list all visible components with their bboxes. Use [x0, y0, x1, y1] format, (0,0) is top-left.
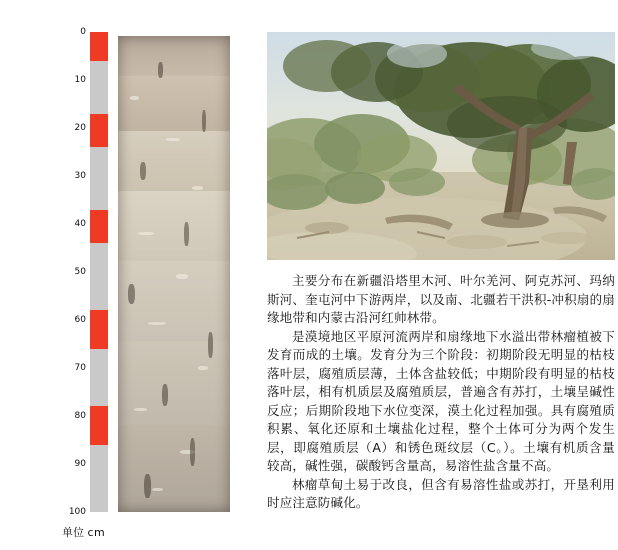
- article-paragraph: 是漠境地区平原河流两岸和扇缘地下水溢出带林瘤植被下发育而成的土壤。发育分为三个阶段：初期阶段无明显的枯枝落叶层，腐殖质层薄，土体含盐较低；中期阶段有明显的枯枝落叶层，相有机质层及腐殖质层，普遍含有苏打，土壤呈碱性反应；后期阶段地下水位变深，漠土化过程加强。具有腐殖质积累、氧化还原和土壤盐化过程，整个土体可分为两个发生层，即腐殖质层（A）和锈色斑纹层（C。）。土壤有机质含量较高，碱性强，碳酸钙含量高，易溶性盐含量不高。: [267, 328, 615, 473]
- ruler-tick-label: 90: [74, 459, 86, 469]
- ruler-tick-label: 80: [74, 411, 86, 421]
- landscape-photo-svg: [267, 32, 615, 260]
- ruler-tick-label: 70: [74, 363, 86, 373]
- ruler-unit-label: [62, 524, 105, 540]
- ruler-segment: [90, 114, 108, 148]
- ruler-tick-label: 100: [68, 507, 86, 517]
- landscape-photo: [267, 32, 615, 260]
- unit-text: 单位: [62, 526, 84, 539]
- unit-symbol: cm: [87, 526, 106, 539]
- ruler-tick-label: 10: [74, 75, 86, 85]
- ruler-tick-label: 40: [74, 219, 86, 229]
- article-paragraph: 林瘤草甸土易于改良，但含有易溶性盐或苏打，开垦利用时应注意防碱化。: [267, 476, 615, 510]
- ruler-segment: [90, 210, 108, 244]
- article-panel: [262, 0, 618, 550]
- ruler-tick-label: 60: [74, 315, 86, 325]
- article-paragraph: 主要分布在新疆沿塔里木河、叶尔羌河、阿克苏河、玛纳斯河、奎屯河中下游两岸，以及南、北疆若干洪积-冲积扇的扇缘地带和内蒙古沿河红帅林带。: [267, 273, 615, 325]
- ruler-tick-label: 0: [80, 27, 86, 37]
- soil-profile-photo: [118, 36, 230, 512]
- article-body: [267, 272, 615, 513]
- ruler-segment: [90, 310, 108, 348]
- ruler-segment: [90, 406, 108, 444]
- ruler-tick-label: 50: [74, 267, 86, 277]
- depth-ruler: [68, 27, 108, 517]
- ruler-segment: [90, 32, 108, 61]
- soil-profile-figure: [0, 0, 250, 550]
- ruler-tick-label: 30: [74, 171, 86, 181]
- ruler-tick-label: 20: [74, 123, 86, 133]
- ruler-bar: [90, 32, 108, 512]
